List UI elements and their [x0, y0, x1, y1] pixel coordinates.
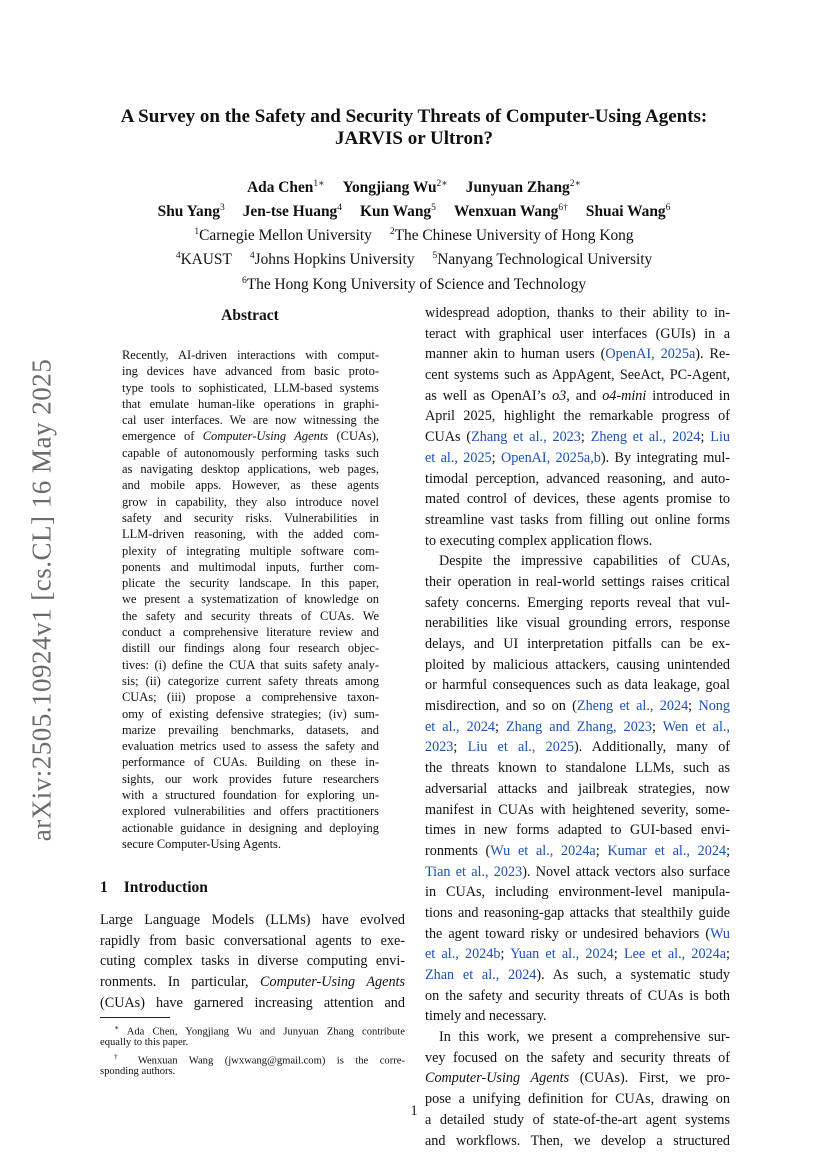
body-line: or harmful consequences such as data leakage, goal	[425, 677, 730, 694]
citation-link[interactable]: et al., 2024	[425, 718, 496, 735]
author-mark: 4	[337, 203, 342, 214]
text-run: ;	[595, 842, 608, 859]
author-name: Ada Chen	[247, 179, 314, 197]
body-line: In this work, we present a comprehensive sur-	[439, 1029, 730, 1046]
author-name: Junyuan Zhang	[465, 179, 570, 197]
text-run: ;	[495, 718, 506, 735]
body-line: on the safety and security threats of CUAs is both	[425, 987, 730, 1004]
abstract-line: Recently, AI-driven interactions with comput-	[122, 348, 379, 362]
body-line: adversarial attacks and jailbreak strategies, now	[425, 780, 730, 797]
body-line: timodal perception, advanced reasoning, and auto-	[425, 470, 730, 487]
citation-link[interactable]: Yuan et al., 2024	[510, 946, 614, 963]
abstract-line: distill our findings along four research objec-	[122, 641, 379, 656]
body-line: to executing complex application flows.	[425, 532, 653, 549]
citation-link[interactable]: Zhang and Zhang, 2023	[506, 718, 652, 735]
author-mark: 6	[665, 203, 671, 214]
body-line: April 2025, highlight the remarkable progress of	[425, 408, 730, 425]
body-line: safety concerns. Emerging reports reveal that vul-	[425, 594, 730, 611]
body-line: Despite the impressive capabilities of CUAs,	[439, 553, 730, 570]
affiliation: Johns Hopkins University	[254, 251, 415, 269]
abstract-line: safety and security risks. Vulnerabilities in	[122, 510, 379, 525]
body-line: nerabilities like visual grounding errors, response	[425, 615, 730, 632]
affiliation-mark: 4	[249, 251, 255, 262]
arxiv-identifier-text: arXiv:2505.10924v1 [cs.CL] 16 May 2025	[26, 358, 57, 842]
text-run: as well as OpenAI’s	[425, 387, 553, 404]
affiliation: The Hong Kong University of Science and Technology	[246, 275, 587, 293]
text-run: ;	[580, 429, 591, 446]
text-run: ). Re-	[695, 346, 731, 363]
text-run: ;	[613, 946, 624, 963]
text-run: ). Novel attack vectors also surface	[522, 863, 730, 880]
abstract-line: conduct a comprehensive literature review and	[122, 625, 379, 640]
abstract-line: secure Computer-Using Agents.	[122, 836, 281, 851]
body-line	[425, 965, 730, 986]
text-run: ;	[726, 946, 730, 963]
text-run: ;	[491, 449, 501, 466]
abstract-line: performance of CUAs. Building on these in-	[122, 755, 379, 770]
text-run: ;	[453, 739, 468, 756]
text-run: introduced in	[646, 387, 730, 404]
author-name: Jen-tse Huang	[242, 203, 338, 221]
text-run: ;	[700, 429, 711, 446]
citation-link[interactable]: Kumar et al., 2024	[607, 842, 727, 859]
citation-link[interactable]: Nong	[698, 698, 730, 715]
text-run: ;	[688, 698, 699, 715]
author-mark: 2∗	[569, 179, 581, 189]
body-line	[425, 737, 730, 758]
affiliation: KAUST	[180, 251, 232, 269]
abstract-line: evaluation metrics used to assess the safety and	[122, 739, 379, 754]
footnote-line: sponding authors.	[100, 1065, 176, 1077]
citation-link[interactable]: Wu et al., 2024a	[490, 842, 596, 859]
body-line: teract with graphical user interfaces (GUIs) in a	[425, 325, 730, 342]
citation-link[interactable]: 2023	[425, 739, 454, 756]
text-run: ronments (	[425, 842, 491, 859]
body-line: and workflows. Then, we develop a structured	[425, 1132, 730, 1149]
body-line	[425, 944, 730, 965]
section-title: Introduction	[123, 879, 208, 896]
abstract-line: tives: (i) define the CUA that suits safety analy-	[122, 657, 379, 672]
author-mark: 5	[431, 203, 436, 214]
abstract-line: CUAs; (iii) propose a comprehensive taxon-	[122, 690, 379, 705]
abstract-line: marize prevailing benchmarks, datasets, and	[122, 722, 379, 737]
author-name: Shuai Wang	[585, 203, 666, 221]
abstract-line: and mobile apps. However, as these agents	[122, 478, 379, 493]
citation-link[interactable]: OpenAI, 2025a	[605, 346, 696, 363]
body-line	[425, 924, 730, 945]
text-run: CUAs (	[425, 429, 472, 446]
affiliation-mark: 2	[389, 227, 395, 238]
footnote-text: Ada Chen, Yongjiang Wu and Junyuan Zhang contribute	[126, 1026, 405, 1038]
body-line: (CUAs) have garnered increasing attention and	[100, 994, 405, 1011]
text-run: ;	[652, 718, 663, 735]
abstract-line: plexity of integrating multiple software com-	[122, 543, 379, 558]
body-line: ronments. In particular, Computer-Using Agents	[100, 974, 406, 991]
author-name: Yongjiang Wu	[342, 179, 437, 197]
footnotes	[100, 1021, 405, 1079]
body-line: timely and necessary.	[425, 1008, 547, 1025]
citation-link[interactable]: Liu	[710, 429, 730, 446]
author-mark: 2∗	[436, 179, 448, 189]
author-mark: 3	[219, 203, 225, 214]
affiliation-row-1	[60, 222, 768, 246]
body-line: times in new forms adapted to GUI-based envi-	[425, 822, 730, 839]
abstract-line: capable of autonomously performing tasks such	[122, 445, 379, 460]
right-column-body	[425, 303, 730, 1151]
citation-link[interactable]: Lee et al., 2024a	[623, 946, 727, 963]
section-number: 1	[100, 879, 108, 896]
body-line: streamline vast tasks from filling out online forms	[425, 511, 730, 528]
model-name: o4-mini	[602, 387, 647, 404]
section-heading-introduction	[100, 879, 208, 897]
body-line	[425, 862, 730, 883]
author-row-1	[60, 174, 768, 198]
model-name: o3	[552, 387, 567, 404]
affiliation-row-2	[60, 246, 768, 270]
footnote-mark: †	[114, 1052, 127, 1061]
citation-link[interactable]: Zheng et al., 2024	[590, 429, 701, 446]
author-mark: 6†	[558, 203, 568, 214]
footnote-rule	[100, 1017, 170, 1018]
body-line: their operation in real-world settings raises critical	[425, 573, 730, 590]
author-mark: 1∗	[313, 179, 325, 189]
emphasis-text: Computer-Using Agents	[260, 974, 406, 991]
emphasis-text: Computer-Using Agents	[425, 1070, 570, 1087]
abstract-line: sights, our work provides future researchers	[122, 771, 379, 786]
abstract-line: ing devices have advanced from basic proto-	[122, 364, 379, 379]
body-line: cuting complex tasks in diverse computing envi-	[100, 953, 405, 970]
abstract-line: the safety and security threats of CUAs. We	[122, 608, 379, 623]
intro-paragraph	[100, 910, 405, 1013]
abstract-line: grow in capability, they also introduce novel	[122, 494, 379, 509]
affiliation: The Chinese University of Hong Kong	[394, 227, 634, 245]
arxiv-identifier	[22, 340, 62, 860]
body-line: Large Language Models (LLMs) have evolved	[100, 912, 405, 928]
text-run: (CUAs). First, we pro-	[569, 1070, 731, 1087]
title-line-2: JARVIS or Ultron?	[334, 128, 494, 149]
citation-link[interactable]: Liu et al., 2025	[467, 739, 575, 756]
abstract-line: cal user interfaces. We are now witnessing the	[122, 413, 379, 428]
paper-title	[60, 106, 768, 150]
footnote-text: Wenxuan Wang (jwxwang@gmail.com) is the corre-	[137, 1055, 405, 1067]
author-name: Wenxuan Wang	[453, 203, 559, 221]
body-line: rapidly from basic conversational agents to exe-	[100, 932, 405, 949]
abstract-line: emergence of Computer-Using Agents (CUAs),	[122, 429, 379, 444]
body-line: tions and reasoning-gap attacks that stealthily guide	[425, 904, 730, 921]
body-line: cent systems such as AppAgent, SeeAct, PC-Agent,	[425, 367, 730, 384]
footnote-line: equally to this paper.	[100, 1036, 189, 1048]
affiliation-row-3	[60, 271, 768, 295]
text-run: ). Additionally, many of	[574, 739, 731, 756]
citation-link[interactable]: Zheng et al., 2024	[576, 698, 689, 715]
affiliation-mark: 6	[241, 275, 247, 286]
page-number: 1	[410, 1103, 418, 1119]
abstract-line: as navigating desktop applications, web pages,	[122, 462, 379, 477]
abstract-line: sis; (ii) categorize current safety threats among	[122, 673, 379, 688]
citation-link[interactable]: Wu	[710, 925, 730, 942]
affiliation-mark: 1	[194, 227, 200, 238]
footnote-line	[100, 1021, 405, 1036]
affiliation: Nanyang Technological University	[437, 251, 653, 269]
body-line	[425, 1068, 730, 1089]
citation-link[interactable]: Wen et al.,	[662, 718, 730, 735]
author-name: Kun Wang	[359, 203, 432, 221]
body-line	[425, 344, 730, 365]
footnote-mark: ∗	[114, 1023, 120, 1032]
abstract-line: plicate the security landscape. In this paper,	[122, 576, 379, 591]
abstract-line: with a structured foundation for exploring un-	[122, 788, 379, 803]
author-row-2	[60, 198, 768, 222]
abstract-line: we present a systematization of knowledge on	[122, 592, 379, 607]
body-line: mated control of devices, these agents promise to	[425, 491, 730, 508]
abstract-line: explored vulnerabilities and offers practitioners	[122, 804, 379, 819]
abstract-line: that emulate human-like operations in graphi-	[122, 396, 379, 411]
author-block	[60, 174, 768, 295]
body-line: a detailed study of state-of-the-art agent systems	[425, 1111, 730, 1128]
text-run: misdirection, and so on (	[425, 698, 577, 715]
text-run: ). By integrating mul-	[600, 449, 731, 466]
body-line	[425, 427, 730, 448]
body-line: pose a unifying definition for CUAs, drawing on	[425, 1091, 730, 1108]
body-line: widespread adoption, thanks to their ability to in-	[425, 305, 730, 321]
citation-link[interactable]: Zhan et al., 2024	[425, 967, 537, 983]
body-line	[425, 386, 730, 407]
title-line-1: A Survey on the Safety and Security Threats of Computer-Using Agents:	[120, 106, 708, 127]
text-run: the agent toward risky or undesired behaviors (	[425, 925, 711, 942]
abstract-line: omy of existing defensive strategies; (iv) sum-	[122, 706, 379, 721]
abstract-heading: Abstract	[221, 307, 279, 324]
emphasis-text: Computer-Using Agents	[202, 429, 329, 444]
abstract-line: ponents and multimodal inputs, further com-	[122, 559, 379, 574]
author-name: Shu Yang	[157, 203, 220, 221]
footnote-line	[100, 1050, 405, 1065]
affiliation-mark: 5	[432, 251, 438, 262]
text-run: manner akin to human users (	[425, 346, 606, 363]
citation-link[interactable]: OpenAI, 2025a,b	[500, 449, 601, 466]
body-line	[425, 841, 730, 862]
body-line	[425, 696, 730, 717]
citation-link[interactable]: Zhang et al., 2023	[471, 429, 581, 446]
abstract-body	[122, 347, 379, 852]
text-run: ). As such, a systematic study	[536, 967, 730, 983]
citation-link[interactable]: et al., 2025	[425, 449, 492, 466]
text-run: ;	[500, 946, 511, 963]
text-run: , and	[566, 387, 603, 404]
citation-link[interactable]: et al., 2024b	[425, 946, 501, 963]
abstract-line: type tools to sophisticated, LLM-based systems	[122, 380, 379, 395]
affiliation-mark: 4	[175, 251, 181, 262]
body-line: the threats known to standalone LLMs, such as	[425, 760, 730, 777]
body-line: manifest in CUAs with heightened severity, some-	[425, 801, 730, 818]
text-run: ;	[726, 842, 731, 859]
body-line: delays, and UI interpretation pitfalls can be ex-	[425, 636, 730, 652]
body-line: ploited by malicious attackers, causing unintended	[425, 656, 730, 673]
body-line: vey focused on the safety and security threats of	[425, 1049, 730, 1066]
abstract-line: LLM-driven reasoning, with the added com-	[122, 527, 379, 542]
affiliation: Carnegie Mellon University	[199, 227, 372, 245]
citation-link[interactable]: Tian et al., 2023	[425, 863, 523, 880]
body-line: in CUAs, including environment-level manipula-	[425, 884, 730, 901]
abstract-line: actionable guidance in designing and deploying	[122, 820, 379, 835]
body-line	[425, 717, 730, 738]
body-line	[425, 448, 730, 469]
